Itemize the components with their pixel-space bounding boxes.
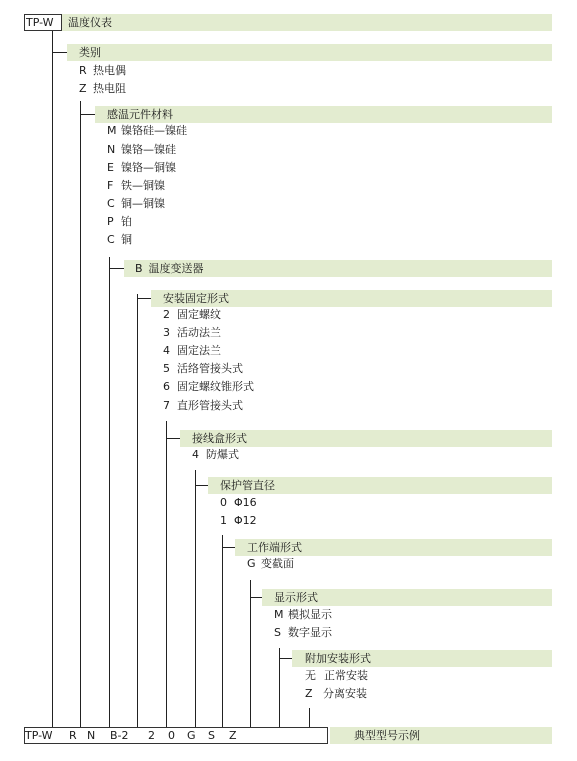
connector-line-transmitter — [137, 294, 138, 727]
example-code-material: N — [87, 729, 96, 742]
branch-line-display — [250, 597, 262, 598]
branch-line-material — [80, 114, 95, 115]
section-title-extra-mounting: 附加安装形式 — [305, 652, 371, 665]
section-title-working-end: 工作端形式 — [247, 541, 302, 554]
branch-line-junction — [166, 438, 180, 439]
option-item: 4 固定法兰 — [163, 344, 221, 357]
example-caption: 典型型号示例 — [354, 729, 420, 742]
section-title-tube-diameter: 保护管直径 — [220, 479, 275, 492]
connector-line-junction — [195, 470, 196, 727]
example-code-category: R — [69, 729, 77, 742]
example-code-transmitter: B-2 — [110, 729, 129, 742]
connector-line-mounting — [166, 421, 167, 727]
connector-line-material — [109, 257, 110, 727]
section-title-display: 显示形式 — [274, 591, 318, 604]
branch-line-category — [52, 52, 67, 53]
option-item: Z 分离安装 — [305, 687, 367, 700]
option-item: C 铜—铜镍 — [107, 197, 165, 210]
example-code-extra: Z — [229, 729, 237, 742]
option-item: G 变截面 — [247, 557, 294, 570]
section-title-category: 类别 — [79, 46, 101, 59]
option-item: 2 固定螺纹 — [163, 308, 221, 321]
option-item: 7 直形管接头式 — [163, 399, 243, 412]
section-title-transmitter: B 温度变送器 — [135, 262, 204, 275]
section-title-junction-box: 接线盒形式 — [192, 432, 247, 445]
option-item: P 铂 — [107, 215, 132, 228]
option-item: M 镍铬硅—镍硅 — [107, 124, 187, 137]
example-code-working-end: G — [187, 729, 196, 742]
example-code-mounting: 2 — [148, 729, 155, 742]
example-code-tpw: TP-W — [25, 729, 53, 742]
root-code: TP-W — [26, 16, 54, 29]
option-item: N 镍铬—镍硅 — [107, 143, 176, 156]
root-title: 温度仪表 — [68, 16, 112, 29]
branch-line-working-end — [222, 547, 235, 548]
option-item: 1 Φ12 — [220, 514, 257, 527]
connector-line-extra — [309, 708, 310, 727]
option-item: S 数字显示 — [274, 626, 332, 639]
example-code-junction: 0 — [168, 729, 175, 742]
example-code-display: S — [208, 729, 215, 742]
band-category — [67, 44, 552, 61]
connector-line-root — [52, 31, 53, 727]
connector-line-category — [80, 101, 81, 727]
option-item: 3 活动法兰 — [163, 326, 221, 339]
section-title-mounting: 安装固定形式 — [163, 292, 229, 305]
option-item: Z 热电阻 — [79, 82, 126, 95]
option-item: 无 正常安装 — [305, 669, 368, 682]
branch-line-diameter — [195, 485, 208, 486]
connector-line-diameter — [222, 535, 223, 727]
option-item: F 铁—铜镍 — [107, 179, 165, 192]
option-item: E 镍铬—铜镍 — [107, 161, 176, 174]
option-item: 0 Φ16 — [220, 496, 257, 509]
option-item: 5 活络管接头式 — [163, 362, 243, 375]
option-item: M 模拟显示 — [274, 608, 332, 621]
option-item: 6 固定螺纹锥形式 — [163, 380, 254, 393]
option-item: R 热电偶 — [79, 64, 126, 77]
branch-line-extra — [279, 658, 292, 659]
connector-line-working-end — [250, 580, 251, 727]
branch-line-mounting — [137, 298, 151, 299]
connector-line-display — [279, 648, 280, 727]
option-item: 4 防爆式 — [192, 448, 239, 461]
option-item: C 铜 — [107, 233, 132, 246]
section-title-element-material: 感温元件材料 — [107, 108, 173, 121]
branch-line-transmitter — [109, 268, 124, 269]
